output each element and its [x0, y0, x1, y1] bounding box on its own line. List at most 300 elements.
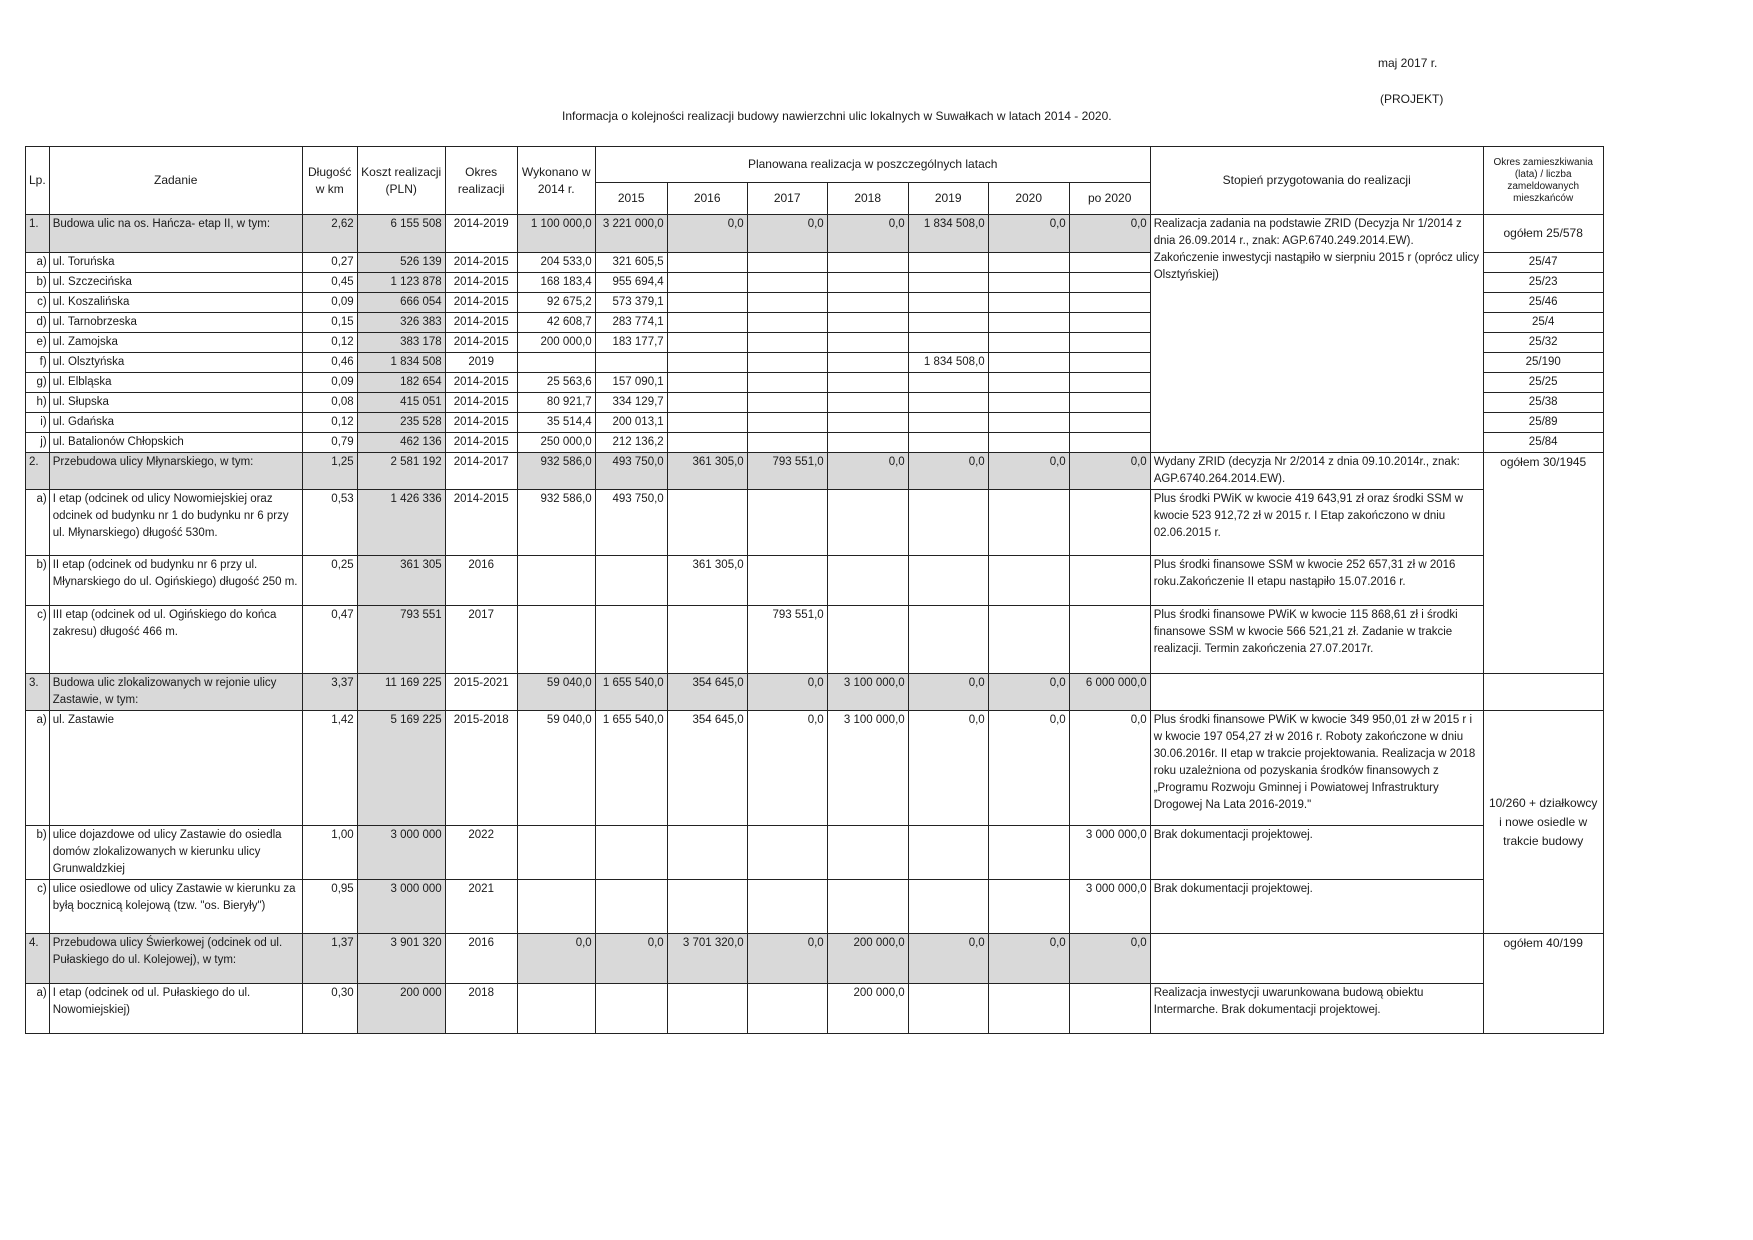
residents-empty — [1483, 674, 1603, 711]
row-length: 0,09 — [302, 373, 357, 393]
row-period: 2014-2017 — [445, 453, 517, 490]
row-y2019 — [908, 433, 988, 453]
row-length: 1,00 — [302, 826, 357, 880]
row-y2019: 0,0 — [908, 934, 988, 984]
row-y2015: 283 774,1 — [595, 313, 667, 333]
row-y2020 — [988, 556, 1069, 606]
row-cost: 6 155 508 — [357, 215, 445, 253]
table-row — [26, 490, 1604, 556]
row-lp: a) — [26, 711, 50, 826]
row-done — [517, 880, 595, 934]
row-task: ul. Szczecińska — [49, 273, 302, 293]
row-y2020 — [988, 490, 1069, 556]
row-length: 3,37 — [302, 674, 357, 711]
row-period: 2014-2015 — [445, 253, 517, 273]
table-row — [26, 880, 1604, 934]
row-y2019: 1 834 508,0 — [908, 353, 988, 373]
col-header-period: Okres realizacji — [445, 147, 517, 215]
row-y2018 — [827, 353, 908, 373]
col-header-year: 2015 — [595, 183, 667, 215]
row-y2017 — [747, 413, 827, 433]
investment-table — [25, 146, 1604, 1034]
row-y2018 — [827, 313, 908, 333]
table-row — [26, 826, 1604, 880]
row-period: 2014-2015 — [445, 433, 517, 453]
residents-value: 25/84 — [1483, 433, 1603, 453]
residents-value: 25/89 — [1483, 413, 1603, 433]
residents-value: 25/46 — [1483, 293, 1603, 313]
row-y2015 — [595, 880, 667, 934]
row-y2019: 1 834 508,0 — [908, 215, 988, 253]
preparation-note: Plus środki finansowe SSM w kwocie 252 657,31 zł w 2016 roku.Zakończenie II etapu nastąpiło 15.07.2016 r. — [1150, 556, 1483, 606]
row-y2017 — [747, 253, 827, 273]
row-y2018 — [827, 490, 908, 556]
row-lp: b) — [26, 556, 50, 606]
row-task: ul. Zamojska — [49, 333, 302, 353]
row-period: 2017 — [445, 606, 517, 674]
row-lp: c) — [26, 606, 50, 674]
row-period: 2014-2015 — [445, 333, 517, 353]
row-y2015 — [595, 826, 667, 880]
residents-value: 25/47 — [1483, 253, 1603, 273]
row-done: 92 675,2 — [517, 293, 595, 313]
row-lp: c) — [26, 293, 50, 313]
row-cost: 3 901 320 — [357, 934, 445, 984]
row-y2020: 0,0 — [988, 934, 1069, 984]
col-header-preparation: Stopień przygotowania do realizacji — [1150, 147, 1483, 215]
row-lp: a) — [26, 984, 50, 1034]
row-period: 2014-2015 — [445, 490, 517, 556]
preparation-note-empty — [1150, 934, 1483, 984]
row-length: 0,12 — [302, 333, 357, 353]
row-y2019 — [908, 413, 988, 433]
row-y2018: 3 100 000,0 — [827, 711, 908, 826]
row-y2016: 354 645,0 — [667, 674, 747, 711]
col-header-done-2014: Wykonano w 2014 r. — [517, 147, 595, 215]
col-header-year: 2019 — [908, 183, 988, 215]
row-length: 0,25 — [302, 556, 357, 606]
row-done: 59 040,0 — [517, 711, 595, 826]
row-y2018 — [827, 880, 908, 934]
row-y2019: 0,0 — [908, 453, 988, 490]
row-y2018 — [827, 433, 908, 453]
table-row — [26, 711, 1604, 826]
row-y2020 — [988, 826, 1069, 880]
row-after — [1069, 606, 1150, 674]
row-y2015: 334 129,7 — [595, 393, 667, 413]
row-task: I etap (odcinek od ul. Pułaskiego do ul. Nowomiejskiej) — [49, 984, 302, 1034]
preparation-note: Wydany ZRID (decyzja Nr 2/2014 z dnia 09.10.2014r., znak: AGP.6740.264.2014.EW). — [1150, 453, 1483, 490]
row-y2016 — [667, 353, 747, 373]
row-task: I etap (odcinek od ulicy Nowomiejskiej oraz odcinek od budynku nr 1 do budynku nr 6 przy ul. Młynarskiego) długość 530m. — [49, 490, 302, 556]
row-cost: 182 654 — [357, 373, 445, 393]
row-y2019 — [908, 393, 988, 413]
row-lp: i) — [26, 413, 50, 433]
row-after — [1069, 413, 1150, 433]
row-lp: g) — [26, 373, 50, 393]
row-done: 168 183,4 — [517, 273, 595, 293]
row-y2016 — [667, 984, 747, 1034]
row-period: 2014-2015 — [445, 413, 517, 433]
row-lp: 3. — [26, 674, 50, 711]
col-header-year: 2017 — [747, 183, 827, 215]
row-y2017 — [747, 490, 827, 556]
row-y2019: 0,0 — [908, 674, 988, 711]
row-cost: 526 139 — [357, 253, 445, 273]
row-task: ulice dojazdowe od ulicy Zastawie do osiedla domów zlokalizowanych w kierunku ulicy Grunwaldzkiej — [49, 826, 302, 880]
row-cost: 793 551 — [357, 606, 445, 674]
row-lp: e) — [26, 333, 50, 353]
row-task: III etap (odcinek od ul. Ogińskiego do końca zakresu) długość 466 m. — [49, 606, 302, 674]
section-row — [26, 453, 1604, 490]
residents-value: 25/38 — [1483, 393, 1603, 413]
row-done: 932 586,0 — [517, 453, 595, 490]
preparation-note: Plus środki finansowe PWiK w kwocie 115 868,61 zł i środki finansowe SSM w kwocie 566 521,21 zł. Zadanie w trakcie realizacji. Termin zakończenia 27.07.2017r. — [1150, 606, 1483, 674]
row-after — [1069, 333, 1150, 353]
row-y2020 — [988, 373, 1069, 393]
row-cost: 361 305 — [357, 556, 445, 606]
row-y2015 — [595, 606, 667, 674]
row-y2018 — [827, 826, 908, 880]
row-after — [1069, 253, 1150, 273]
row-y2018 — [827, 253, 908, 273]
row-cost: 1 834 508 — [357, 353, 445, 373]
row-period: 2015-2018 — [445, 711, 517, 826]
row-cost: 2 581 192 — [357, 453, 445, 490]
row-y2015: 200 013,1 — [595, 413, 667, 433]
row-y2020: 0,0 — [988, 215, 1069, 253]
row-length: 0,95 — [302, 880, 357, 934]
col-header-length: Długość w km — [302, 147, 357, 215]
table-row — [26, 606, 1604, 674]
row-task: ul. Tarnobrzeska — [49, 313, 302, 333]
residents-value: 25/32 — [1483, 333, 1603, 353]
row-y2018: 200 000,0 — [827, 934, 908, 984]
preparation-note: Brak dokumentacji projektowej. — [1150, 880, 1483, 934]
residents-value: 25/4 — [1483, 313, 1603, 333]
row-done: 59 040,0 — [517, 674, 595, 711]
row-done — [517, 353, 595, 373]
row-period: 2015-2021 — [445, 674, 517, 711]
row-length: 0,46 — [302, 353, 357, 373]
row-y2020 — [988, 353, 1069, 373]
row-y2015: 3 221 000,0 — [595, 215, 667, 253]
row-y2016 — [667, 273, 747, 293]
row-y2016 — [667, 826, 747, 880]
row-cost: 462 136 — [357, 433, 445, 453]
row-cost: 235 528 — [357, 413, 445, 433]
row-y2015 — [595, 984, 667, 1034]
row-y2020 — [988, 433, 1069, 453]
row-done: 0,0 — [517, 934, 595, 984]
row-y2015: 493 750,0 — [595, 453, 667, 490]
row-after: 6 000 000,0 — [1069, 674, 1150, 711]
row-y2015: 212 136,2 — [595, 433, 667, 453]
preparation-note: Realizacja inwestycji uwarunkowana budową obiektu Intermarche. Brak dokumentacji projektowej. — [1150, 984, 1483, 1034]
row-length: 0,30 — [302, 984, 357, 1034]
residents-value: ogółem 30/1945 — [1483, 453, 1603, 674]
document-status: (PROJEKT) — [1380, 92, 1444, 106]
row-task: II etap (odcinek od budynku nr 6 przy ul. Młynarskiego do ul. Ogińskiego) długość 250 m. — [49, 556, 302, 606]
col-header-task: Zadanie — [49, 147, 302, 215]
row-lp: 2. — [26, 453, 50, 490]
row-task: ul. Olsztyńska — [49, 353, 302, 373]
row-y2019 — [908, 826, 988, 880]
row-y2019: 0,0 — [908, 711, 988, 826]
row-y2017: 793 551,0 — [747, 606, 827, 674]
row-task: ul. Słupska — [49, 393, 302, 413]
row-done — [517, 984, 595, 1034]
row-period: 2022 — [445, 826, 517, 880]
preparation-note: Realizacja zadania na podstawie ZRID (Decyzja Nr 1/2014 z dnia 26.09.2014 r., znak: AGP.6740.249.2014.EW). Zakończenie inwestycji nastąpiło w sierpniu 2015 r (oprócz ulicy Olsztyńskiej) — [1150, 215, 1483, 453]
col-header-planned: Planowana realizacja w poszczególnych latach — [595, 147, 1150, 183]
row-length: 1,42 — [302, 711, 357, 826]
row-period: 2014-2015 — [445, 293, 517, 313]
row-y2016: 354 645,0 — [667, 711, 747, 826]
row-y2017: 0,0 — [747, 215, 827, 253]
row-y2015 — [595, 556, 667, 606]
section-row — [26, 215, 1604, 253]
row-task: Przebudowa ulicy Młynarskiego, w tym: — [49, 453, 302, 490]
row-period: 2018 — [445, 984, 517, 1034]
row-y2018 — [827, 273, 908, 293]
row-done: 200 000,0 — [517, 333, 595, 353]
row-y2016 — [667, 313, 747, 333]
preparation-note: Brak dokumentacji projektowej. — [1150, 826, 1483, 880]
row-lp: a) — [26, 490, 50, 556]
col-header-year: 2016 — [667, 183, 747, 215]
row-length: 1,25 — [302, 453, 357, 490]
row-lp: 4. — [26, 934, 50, 984]
row-y2018 — [827, 413, 908, 433]
row-done: 25 563,6 — [517, 373, 595, 393]
row-length: 0,53 — [302, 490, 357, 556]
row-y2018 — [827, 606, 908, 674]
row-after: 3 000 000,0 — [1069, 826, 1150, 880]
residents-value: 10/260 + działkowcy i nowe osiedle w trakcie budowy — [1483, 711, 1603, 934]
row-y2017 — [747, 984, 827, 1034]
row-y2017 — [747, 353, 827, 373]
row-y2016 — [667, 293, 747, 313]
row-length: 0,79 — [302, 433, 357, 453]
row-length: 2,62 — [302, 215, 357, 253]
row-length: 0,08 — [302, 393, 357, 413]
row-y2015 — [595, 353, 667, 373]
row-after: 0,0 — [1069, 934, 1150, 984]
row-y2017: 0,0 — [747, 674, 827, 711]
row-y2019 — [908, 373, 988, 393]
row-y2018 — [827, 393, 908, 413]
row-done: 250 000,0 — [517, 433, 595, 453]
row-y2018 — [827, 373, 908, 393]
row-task: ul. Toruńska — [49, 253, 302, 273]
row-y2019 — [908, 490, 988, 556]
row-lp: b) — [26, 826, 50, 880]
row-task: ul. Elbląska — [49, 373, 302, 393]
row-lp: b) — [26, 273, 50, 293]
row-y2017 — [747, 373, 827, 393]
residents-value: ogółem 40/199 — [1483, 934, 1603, 1034]
table-row — [26, 984, 1604, 1034]
row-y2020 — [988, 293, 1069, 313]
section-row — [26, 934, 1604, 984]
row-period: 2021 — [445, 880, 517, 934]
row-y2019 — [908, 313, 988, 333]
row-cost: 326 383 — [357, 313, 445, 333]
row-y2016: 361 305,0 — [667, 453, 747, 490]
row-y2017 — [747, 313, 827, 333]
row-y2016: 3 701 320,0 — [667, 934, 747, 984]
row-y2020 — [988, 413, 1069, 433]
row-cost: 5 169 225 — [357, 711, 445, 826]
row-y2019 — [908, 606, 988, 674]
document-date: maj 2017 r. — [1378, 56, 1438, 70]
row-after — [1069, 984, 1150, 1034]
row-y2019 — [908, 556, 988, 606]
row-after — [1069, 433, 1150, 453]
row-y2019 — [908, 984, 988, 1034]
residents-value: 25/190 — [1483, 353, 1603, 373]
row-after — [1069, 393, 1150, 413]
row-after — [1069, 373, 1150, 393]
row-y2020 — [988, 333, 1069, 353]
col-header-lp: Lp. — [26, 147, 50, 215]
row-y2016: 361 305,0 — [667, 556, 747, 606]
row-y2015: 1 655 540,0 — [595, 674, 667, 711]
row-y2019 — [908, 253, 988, 273]
row-y2015: 1 655 540,0 — [595, 711, 667, 826]
row-y2018: 200 000,0 — [827, 984, 908, 1034]
residents-value: ogółem 25/578 — [1483, 215, 1603, 253]
row-y2015: 0,0 — [595, 934, 667, 984]
row-cost: 666 054 — [357, 293, 445, 313]
row-cost: 1 426 336 — [357, 490, 445, 556]
row-y2020 — [988, 606, 1069, 674]
row-lp: f) — [26, 353, 50, 373]
row-y2016 — [667, 393, 747, 413]
row-y2020 — [988, 880, 1069, 934]
row-task: Przebudowa ulicy Świerkowej (odcinek od ul. Pułaskiego do ul. Kolejowej), w tym: — [49, 934, 302, 984]
row-y2017 — [747, 880, 827, 934]
row-done: 42 608,7 — [517, 313, 595, 333]
row-lp: d) — [26, 313, 50, 333]
row-y2016 — [667, 433, 747, 453]
col-header-year: 2020 — [988, 183, 1069, 215]
row-y2015: 321 605,5 — [595, 253, 667, 273]
row-y2016 — [667, 253, 747, 273]
row-cost: 3 000 000 — [357, 880, 445, 934]
row-y2017 — [747, 293, 827, 313]
row-after — [1069, 490, 1150, 556]
row-length: 0,45 — [302, 273, 357, 293]
row-y2020 — [988, 393, 1069, 413]
row-after: 0,0 — [1069, 215, 1150, 253]
row-length: 1,37 — [302, 934, 357, 984]
row-y2019 — [908, 293, 988, 313]
row-period: 2014-2015 — [445, 393, 517, 413]
row-cost: 3 000 000 — [357, 826, 445, 880]
preparation-note: Plus środki PWiK w kwocie 419 643,91 zł oraz środki SSM w kwocie 523 912,72 zł w 2015 r. I Etap zakończono w dniu 02.06.2015 r. — [1150, 490, 1483, 556]
row-cost: 415 051 — [357, 393, 445, 413]
row-y2018 — [827, 333, 908, 353]
col-header-residents: Okres zamieszkiwania (lata) / liczba zameldowanych mieszkańców — [1483, 147, 1603, 215]
preparation-note-empty — [1150, 674, 1483, 711]
row-after — [1069, 273, 1150, 293]
row-task: Budowa ulic na os. Hańcza- etap II, w tym: — [49, 215, 302, 253]
row-task: ul. Gdańska — [49, 413, 302, 433]
row-y2019 — [908, 880, 988, 934]
row-y2016: 0,0 — [667, 215, 747, 253]
row-y2015: 493 750,0 — [595, 490, 667, 556]
row-y2016 — [667, 606, 747, 674]
row-y2015: 157 090,1 — [595, 373, 667, 393]
row-y2017: 793 551,0 — [747, 453, 827, 490]
row-y2017: 0,0 — [747, 711, 827, 826]
document-title: Informacja o kolejności realizacji budowy nawierzchni ulic lokalnych w Suwałkach w latach 2014 - 2020. — [562, 109, 1112, 123]
row-length: 0,27 — [302, 253, 357, 273]
row-y2019 — [908, 273, 988, 293]
row-y2016 — [667, 333, 747, 353]
row-after: 0,0 — [1069, 453, 1150, 490]
row-y2015: 955 694,4 — [595, 273, 667, 293]
row-y2016 — [667, 413, 747, 433]
row-period: 2014-2015 — [445, 373, 517, 393]
col-header-year: 2018 — [827, 183, 908, 215]
row-y2015: 183 177,7 — [595, 333, 667, 353]
row-y2017 — [747, 393, 827, 413]
row-y2017 — [747, 433, 827, 453]
row-y2015: 573 379,1 — [595, 293, 667, 313]
row-task: ulice osiedlowe od ulicy Zastawie w kierunku za byłą bocznicą kolejową (tzw. "os. Bieryły") — [49, 880, 302, 934]
row-after: 3 000 000,0 — [1069, 880, 1150, 934]
row-after — [1069, 293, 1150, 313]
row-y2017: 0,0 — [747, 934, 827, 984]
row-period: 2014-2015 — [445, 273, 517, 293]
row-y2017 — [747, 826, 827, 880]
row-done: 932 586,0 — [517, 490, 595, 556]
row-done: 80 921,7 — [517, 393, 595, 413]
row-cost: 1 123 878 — [357, 273, 445, 293]
row-y2018: 3 100 000,0 — [827, 674, 908, 711]
table-body — [26, 215, 1604, 1034]
row-y2017 — [747, 273, 827, 293]
row-y2018: 0,0 — [827, 453, 908, 490]
row-task: ul. Zastawie — [49, 711, 302, 826]
preparation-note: Plus środki finansowe PWiK w kwocie 349 950,01 zł w 2015 r i w kwocie 197 054,27 zł w 2016 r. Roboty zakończone w dniu 30.06.2016r. II etap w trakcie projektowania. Realizacja w 2018 roku uzależniona od pozyskania środków finansowych z „Programu Rozwoju Gminnej i Powiatowej Infrastruktury Drogowej Na Lata 2016-2019." — [1150, 711, 1483, 826]
row-done: 1 100 000,0 — [517, 215, 595, 253]
row-after — [1069, 353, 1150, 373]
row-y2020: 0,0 — [988, 453, 1069, 490]
row-task: Budowa ulic zlokalizowanych w rejonie ulicy Zastawie, w tym: — [49, 674, 302, 711]
table-row — [26, 556, 1604, 606]
row-y2017 — [747, 333, 827, 353]
row-length: 0,15 — [302, 313, 357, 333]
row-done — [517, 556, 595, 606]
row-cost: 200 000 — [357, 984, 445, 1034]
row-cost: 383 178 — [357, 333, 445, 353]
row-period: 2014-2015 — [445, 313, 517, 333]
row-y2018: 0,0 — [827, 215, 908, 253]
row-lp: h) — [26, 393, 50, 413]
row-done: 204 533,0 — [517, 253, 595, 273]
row-y2018 — [827, 293, 908, 313]
row-after: 0,0 — [1069, 711, 1150, 826]
row-lp: a) — [26, 253, 50, 273]
row-after — [1069, 313, 1150, 333]
col-header-cost: Koszt realizacji (PLN) — [357, 147, 445, 215]
residents-value: 25/25 — [1483, 373, 1603, 393]
row-y2020 — [988, 273, 1069, 293]
